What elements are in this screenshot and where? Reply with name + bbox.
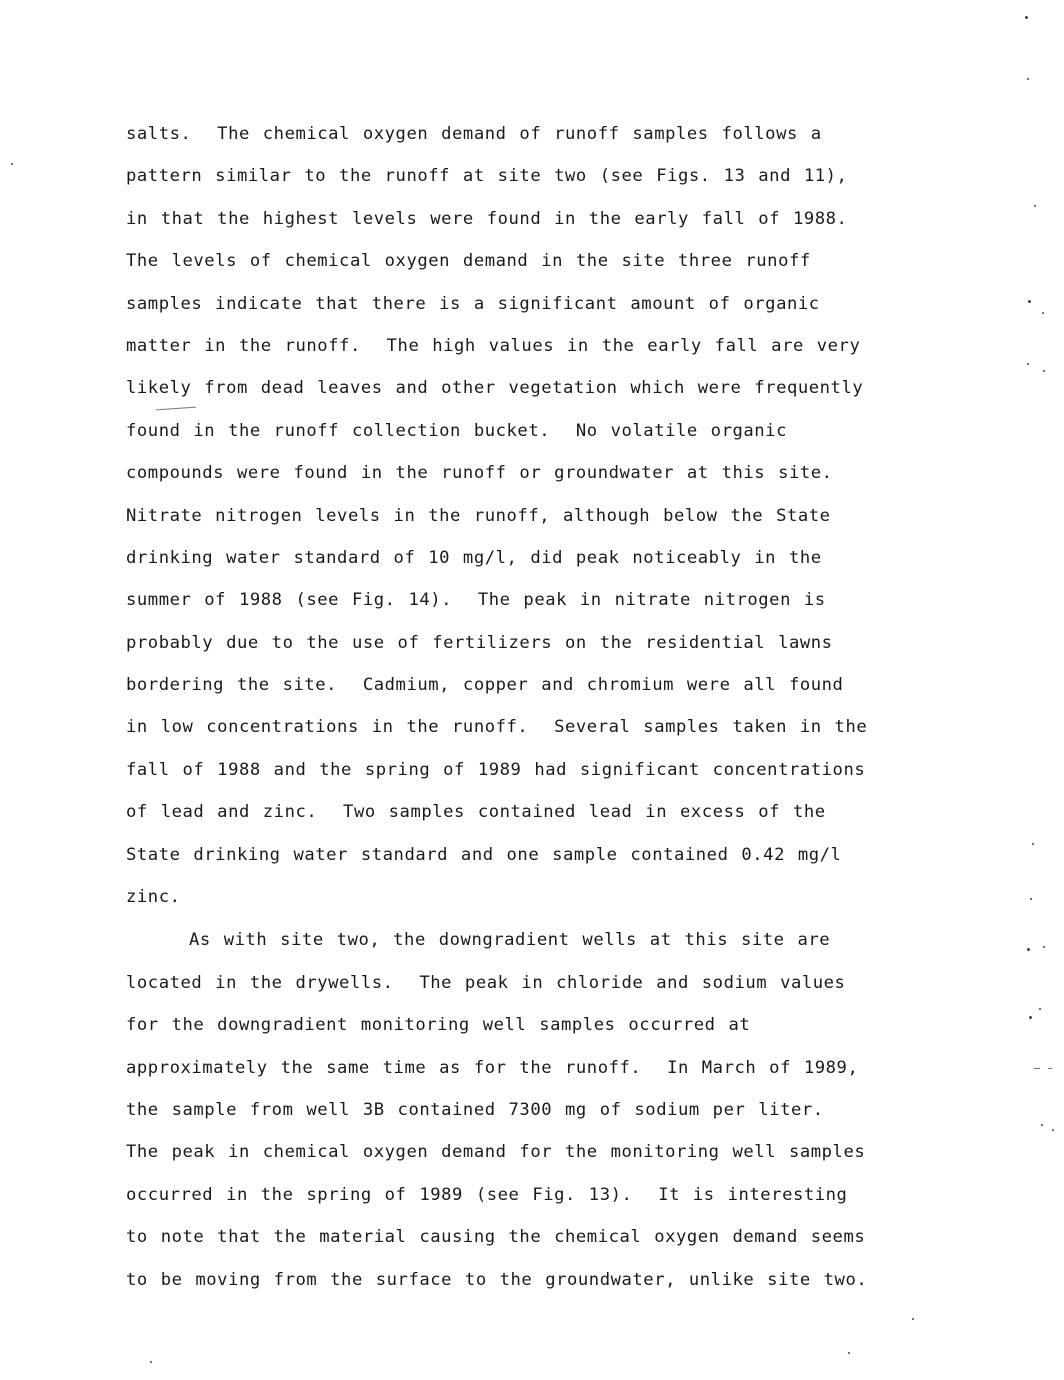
text-line: bordering the site. Cadmium, copper and chromium were all found: [126, 675, 844, 696]
text-line: summer of 1988 (see Fig. 14). The peak in nitrate nitrogen is: [126, 590, 826, 611]
text-line: of lead and zinc. Two samples contained lead in excess of the: [126, 802, 826, 823]
text-line: in low concentrations in the runoff. Several samples taken in the: [126, 717, 868, 738]
scan-speck: [848, 1352, 850, 1354]
text-line: found in the runoff collection bucket. No volatile organic: [126, 420, 787, 441]
text-line: the sample from well 3B contained 7300 mg of sodium per liter.: [126, 1099, 824, 1120]
scan-speck: [1030, 898, 1032, 900]
scan-speck: [1027, 78, 1029, 80]
paragraph-first-line: As with site two, the downgradient wells at this site are: [189, 930, 831, 951]
text-line: zinc.: [126, 887, 181, 908]
text-line: occurred in the spring of 1989 (see Fig. 13). It is interesting: [126, 1184, 848, 1205]
text-line: salts. The chemical oxygen demand of runoff samples follows a: [126, 124, 822, 144]
text-line: Nitrate nitrogen levels in the runoff, although below the State: [126, 505, 831, 526]
scan-speck: [912, 1318, 914, 1320]
scan-speck: [1052, 1129, 1054, 1131]
scan-speck: [1043, 370, 1045, 372]
scan-speck: [1025, 16, 1028, 19]
text-line: to be moving from the surface to the groundwater, unlike site two.: [126, 1269, 868, 1290]
text-line: located in the drywells. The peak in chloride and sodium values: [126, 972, 846, 993]
scan-speck: [1029, 1016, 1032, 1019]
text-line: samples indicate that there is a significant amount of organic: [126, 293, 820, 314]
text-line: in that the highest levels were found in the early fall of 1988.: [126, 208, 848, 229]
body-text: [126, 113, 1006, 1301]
scan-speck: [1039, 1008, 1041, 1010]
text-line: fall of 1988 and the spring of 1989 had significant concentrations: [126, 759, 866, 780]
scan-speck: [150, 1361, 152, 1363]
text-line: approximately the same time as for the runoff. In March of 1989,: [126, 1057, 859, 1078]
scan-speck: [1027, 363, 1029, 365]
scan-speck: [1027, 948, 1030, 951]
text-line: drinking water standard of 10 mg/l, did peak noticeably in the: [126, 547, 822, 568]
scan-speck: [1041, 1124, 1043, 1126]
scan-speck: [1028, 300, 1031, 303]
text-line: pattern similar to the runoff at site two (see Figs. 13 and 11),: [126, 166, 848, 187]
text-line: for the downgradient monitoring well samples occurred at: [126, 1015, 751, 1036]
scan-speck: [1043, 946, 1045, 948]
scan-speck: [1034, 205, 1036, 207]
scan-speck: [11, 163, 13, 165]
scan-speck: [1032, 843, 1034, 845]
scan-speck: [1042, 312, 1044, 314]
text-line: likely from dead leaves and other vegetation which were frequently: [126, 378, 864, 399]
text-line: The peak in chemical oxygen demand for the monitoring well samples: [126, 1142, 866, 1163]
scan-mark: [1048, 1068, 1052, 1069]
scan-mark: [1034, 1068, 1040, 1069]
text-line: probably due to the use of fertilizers on the residential lawns: [126, 632, 833, 653]
text-line: The levels of chemical oxygen demand in the site three runoff: [126, 251, 811, 272]
text-line: to note that the material causing the chemical oxygen demand seems: [126, 1227, 866, 1248]
text-line: matter in the runoff. The high values in the early fall are very: [126, 335, 861, 356]
text-line: State drinking water standard and one sample contained 0.42 mg/l: [126, 844, 842, 865]
text-line: compounds were found in the runoff or groundwater at this site.: [126, 463, 833, 484]
